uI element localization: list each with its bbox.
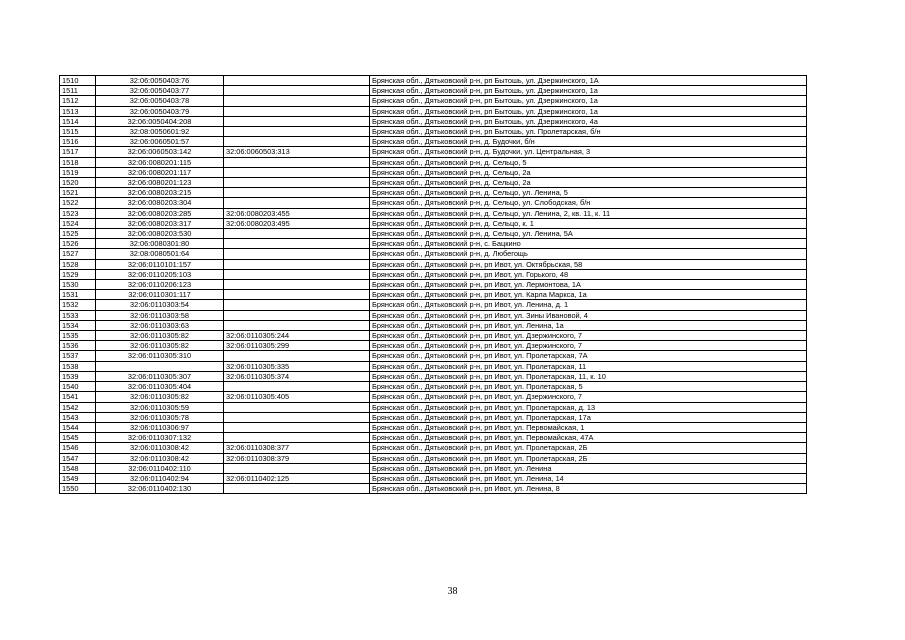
cadastral-number-cell: 32:06:0110206:123 — [96, 280, 224, 290]
address-cell: Брянская обл., Дятьковский р-н, рп Бытошь, ул. Дзержинского, 4а — [370, 116, 807, 126]
related-cadastral-number-cell — [224, 198, 370, 208]
related-cadastral-number-cell: 32:06:0080203:455 — [224, 208, 370, 218]
row-number-cell: 1517 — [60, 147, 96, 157]
table-row — [60, 433, 807, 443]
related-cadastral-number-cell — [224, 310, 370, 320]
related-cadastral-number-cell — [224, 484, 370, 494]
table-row — [60, 290, 807, 300]
row-number-cell: 1510 — [60, 76, 96, 86]
row-number-cell: 1535 — [60, 331, 96, 341]
table-row — [60, 463, 807, 473]
row-number-cell: 1511 — [60, 86, 96, 96]
address-cell: Брянская обл., Дятьковский р-н, д. Сельцо, 2а — [370, 178, 807, 188]
related-cadastral-number-cell — [224, 320, 370, 330]
row-number-cell: 1532 — [60, 300, 96, 310]
row-number-cell: 1548 — [60, 463, 96, 473]
address-cell: Брянская обл., Дятьковский р-н, рп Бытошь, ул. Дзержинского, 1а — [370, 96, 807, 106]
table-row — [60, 443, 807, 453]
table-row — [60, 127, 807, 137]
address-cell: Брянская обл., Дятьковский р-н, рп Ивот, ул. Зины Ивановой, 4 — [370, 310, 807, 320]
table-row — [60, 106, 807, 116]
row-number-cell: 1541 — [60, 392, 96, 402]
table-row — [60, 178, 807, 188]
cadastral-number-cell — [96, 361, 224, 371]
registry-table — [59, 75, 807, 494]
related-cadastral-number-cell — [224, 127, 370, 137]
cadastral-number-cell: 32:06:0110308:42 — [96, 453, 224, 463]
address-cell: Брянская обл., Дятьковский р-н, рп Ивот, ул. Ленина, д. 1 — [370, 300, 807, 310]
address-cell: Брянская обл., Дятьковский р-н, рп Ивот, ул. Первомайская, 1 — [370, 422, 807, 432]
row-number-cell: 1536 — [60, 341, 96, 351]
cadastral-number-cell: 32:06:0110305:307 — [96, 371, 224, 381]
table-row — [60, 341, 807, 351]
address-cell: Брянская обл., Дятьковский р-н, рп Ивот, ул. Дзержинского, 7 — [370, 331, 807, 341]
address-cell: Брянская обл., Дятьковский р-н, рп Бытошь, ул. Дзержинского, 1А — [370, 76, 807, 86]
table-row — [60, 157, 807, 167]
related-cadastral-number-cell — [224, 229, 370, 239]
table-row — [60, 484, 807, 494]
row-number-cell: 1543 — [60, 412, 96, 422]
cadastral-number-cell: 32:08:0050601:92 — [96, 127, 224, 137]
cadastral-number-cell: 32:06:0050403:79 — [96, 106, 224, 116]
address-cell: Брянская обл., Дятьковский р-н, рп Ивот, ул. Пролетарская, 11, к. 10 — [370, 371, 807, 381]
cadastral-number-cell: 32:06:0050403:77 — [96, 86, 224, 96]
table-row — [60, 331, 807, 341]
row-number-cell: 1516 — [60, 137, 96, 147]
cadastral-number-cell: 32:06:0050403:78 — [96, 96, 224, 106]
row-number-cell: 1523 — [60, 208, 96, 218]
row-number-cell: 1545 — [60, 433, 96, 443]
cadastral-number-cell: 32:06:0110306:97 — [96, 422, 224, 432]
address-cell: Брянская обл., Дятьковский р-н, д. Будочки, ул. Центральная, 3 — [370, 147, 807, 157]
row-number-cell: 1526 — [60, 239, 96, 249]
address-cell: Брянская обл., Дятьковский р-н, рп Ивот, ул. Пролетарская, 11 — [370, 361, 807, 371]
table-row — [60, 239, 807, 249]
address-cell: Брянская обл., Дятьковский р-н, рп Ивот, ул. Пролетарская, 2Б — [370, 453, 807, 463]
cadastral-number-cell: 32:06:0080201:115 — [96, 157, 224, 167]
table-row — [60, 96, 807, 106]
address-cell: Брянская обл., Дятьковский р-н, д. Сельцо, ул. Ленина, 2, кв. 11, к. 11 — [370, 208, 807, 218]
address-cell: Брянская обл., Дятьковский р-н, рп Ивот, ул. Пролетарская, д. 13 — [370, 402, 807, 412]
related-cadastral-number-cell — [224, 178, 370, 188]
row-number-cell: 1527 — [60, 249, 96, 259]
address-cell: Брянская обл., Дятьковский р-н, рп Ивот, ул. Пролетарская, 2Б — [370, 443, 807, 453]
row-number-cell: 1546 — [60, 443, 96, 453]
address-cell: Брянская обл., Дятьковский р-н, рп Ивот, ул. Дзержинского, 7 — [370, 341, 807, 351]
table-row — [60, 453, 807, 463]
address-cell: Брянская обл., Дятьковский р-н, рп Ивот, ул. Пролетарская, 17а — [370, 412, 807, 422]
cadastral-number-cell: 32:06:0110305:82 — [96, 392, 224, 402]
related-cadastral-number-cell: 32:06:0110305:374 — [224, 371, 370, 381]
row-number-cell: 1534 — [60, 320, 96, 330]
address-cell: Брянская обл., Дятьковский р-н, рп Бытошь, ул. Дзержинского, 1а — [370, 106, 807, 116]
address-cell: Брянская обл., Дятьковский р-н, рп Ивот, ул. Октябрьская, 58 — [370, 259, 807, 269]
related-cadastral-number-cell: 32:06:0110308:377 — [224, 443, 370, 453]
cadastral-number-cell: 32:06:0110307:132 — [96, 433, 224, 443]
address-cell: Брянская обл., Дятьковский р-н, рп Ивот, ул. Ленина, 1а — [370, 320, 807, 330]
address-cell: Брянская обл., Дятьковский р-н, д. Сельцо, ул. Слободская, б/н — [370, 198, 807, 208]
cadastral-number-cell: 32:08:0080501:64 — [96, 249, 224, 259]
table-row — [60, 361, 807, 371]
row-number-cell: 1544 — [60, 422, 96, 432]
table-row — [60, 76, 807, 86]
cadastral-number-cell: 32:06:0110402:94 — [96, 473, 224, 483]
related-cadastral-number-cell: 32:06:0110402:125 — [224, 473, 370, 483]
cadastral-number-cell: 32:06:0110402:130 — [96, 484, 224, 494]
address-cell: Брянская обл., Дятьковский р-н, рп Ивот, ул. Карла Маркса, 1а — [370, 290, 807, 300]
table-row — [60, 249, 807, 259]
cadastral-number-cell: 32:06:0110305:310 — [96, 351, 224, 361]
cadastral-number-cell: 32:06:0110101:157 — [96, 259, 224, 269]
related-cadastral-number-cell — [224, 422, 370, 432]
row-number-cell: 1533 — [60, 310, 96, 320]
table-row — [60, 382, 807, 392]
cadastral-number-cell: 32:06:0080201:123 — [96, 178, 224, 188]
row-number-cell: 1550 — [60, 484, 96, 494]
cadastral-number-cell: 32:06:0110305:82 — [96, 331, 224, 341]
address-cell: Брянская обл., Дятьковский р-н, д. Сельцо, ул. Ленина, 5А — [370, 229, 807, 239]
cadastral-number-cell: 32:06:0080201:117 — [96, 167, 224, 177]
related-cadastral-number-cell — [224, 137, 370, 147]
table-row — [60, 320, 807, 330]
related-cadastral-number-cell: 32:06:0110305:335 — [224, 361, 370, 371]
row-number-cell: 1519 — [60, 167, 96, 177]
row-number-cell: 1515 — [60, 127, 96, 137]
related-cadastral-number-cell — [224, 106, 370, 116]
related-cadastral-number-cell — [224, 351, 370, 361]
table-row — [60, 412, 807, 422]
related-cadastral-number-cell — [224, 280, 370, 290]
row-number-cell: 1524 — [60, 218, 96, 228]
cadastral-number-cell: 32:06:0080301:80 — [96, 239, 224, 249]
address-cell: Брянская обл., Дятьковский р-н, д. Сельцо, 2а — [370, 167, 807, 177]
cadastral-number-cell: 32:06:0110308:42 — [96, 443, 224, 453]
address-cell: Брянская обл., Дятьковский р-н, д. Любегощь — [370, 249, 807, 259]
address-cell: Брянская обл., Дятьковский р-н, рп Бытошь, ул. Пролетарская, б/н — [370, 127, 807, 137]
address-cell: Брянская обл., Дятьковский р-н, рп Ивот, ул. Ленина — [370, 463, 807, 473]
cadastral-number-cell: 32:06:0080203:317 — [96, 218, 224, 228]
related-cadastral-number-cell — [224, 290, 370, 300]
related-cadastral-number-cell — [224, 300, 370, 310]
table-row — [60, 86, 807, 96]
cadastral-number-cell: 32:06:0060501:57 — [96, 137, 224, 147]
table-row — [60, 208, 807, 218]
row-number-cell: 1531 — [60, 290, 96, 300]
table-row — [60, 137, 807, 147]
related-cadastral-number-cell: 32:06:0080203:495 — [224, 218, 370, 228]
row-number-cell: 1513 — [60, 106, 96, 116]
table-row — [60, 422, 807, 432]
table-row — [60, 218, 807, 228]
row-number-cell: 1528 — [60, 259, 96, 269]
address-cell: Брянская обл., Дятьковский р-н, д. Будочки, б/н — [370, 137, 807, 147]
cadastral-number-cell: 32:06:0110303:63 — [96, 320, 224, 330]
cadastral-number-cell: 32:06:0110305:78 — [96, 412, 224, 422]
row-number-cell: 1538 — [60, 361, 96, 371]
table-row — [60, 269, 807, 279]
cadastral-number-cell: 32:06:0110305:59 — [96, 402, 224, 412]
row-number-cell: 1520 — [60, 178, 96, 188]
cadastral-number-cell: 32:06:0050404:208 — [96, 116, 224, 126]
row-number-cell: 1540 — [60, 382, 96, 392]
related-cadastral-number-cell — [224, 269, 370, 279]
registry-table-body — [60, 76, 807, 494]
related-cadastral-number-cell — [224, 76, 370, 86]
row-number-cell: 1518 — [60, 157, 96, 167]
related-cadastral-number-cell — [224, 188, 370, 198]
address-cell: Брянская обл., Дятьковский р-н, рп Ивот, ул. Ленина, 14 — [370, 473, 807, 483]
row-number-cell: 1537 — [60, 351, 96, 361]
row-number-cell: 1529 — [60, 269, 96, 279]
address-cell: Брянская обл., Дятьковский р-н, рп Ивот, ул. Пролетарская, 5 — [370, 382, 807, 392]
row-number-cell: 1525 — [60, 229, 96, 239]
cadastral-number-cell: 32:06:0110303:58 — [96, 310, 224, 320]
related-cadastral-number-cell: 32:06:0110305:244 — [224, 331, 370, 341]
row-number-cell: 1522 — [60, 198, 96, 208]
address-cell: Брянская обл., Дятьковский р-н, рп Бытошь, ул. Дзержинского, 1а — [370, 86, 807, 96]
related-cadastral-number-cell — [224, 463, 370, 473]
related-cadastral-number-cell: 32:06:0110308:379 — [224, 453, 370, 463]
address-cell: Брянская обл., Дятьковский р-н, д. Сельцо, ул. Ленина, 5 — [370, 188, 807, 198]
related-cadastral-number-cell: 32:06:0110305:299 — [224, 341, 370, 351]
cadastral-number-cell: 32:06:0080203:215 — [96, 188, 224, 198]
row-number-cell: 1512 — [60, 96, 96, 106]
cadastral-number-cell: 32:06:0080203:530 — [96, 229, 224, 239]
table-row — [60, 392, 807, 402]
cadastral-number-cell: 32:06:0080203:285 — [96, 208, 224, 218]
address-cell: Брянская обл., Дятьковский р-н, рп Ивот, ул. Лермонтова, 1А — [370, 280, 807, 290]
cadastral-number-cell: 32:06:0110301:117 — [96, 290, 224, 300]
related-cadastral-number-cell — [224, 167, 370, 177]
address-cell: Брянская обл., Дятьковский р-н, д. Сельцо, к. 1 — [370, 218, 807, 228]
related-cadastral-number-cell — [224, 382, 370, 392]
table-row — [60, 280, 807, 290]
row-number-cell: 1539 — [60, 371, 96, 381]
related-cadastral-number-cell: 32:06:0110305:405 — [224, 392, 370, 402]
cadastral-number-cell: 32:06:0110305:82 — [96, 341, 224, 351]
address-cell: Брянская обл., Дятьковский р-н, рп Ивот, ул. Ленина, 8 — [370, 484, 807, 494]
related-cadastral-number-cell — [224, 259, 370, 269]
related-cadastral-number-cell — [224, 157, 370, 167]
cadastral-number-cell: 32:06:0050403:76 — [96, 76, 224, 86]
table-row — [60, 402, 807, 412]
page-number: 38 — [447, 586, 458, 597]
row-number-cell: 1514 — [60, 116, 96, 126]
related-cadastral-number-cell — [224, 86, 370, 96]
cadastral-number-cell: 32:06:0110303:54 — [96, 300, 224, 310]
table-row — [60, 198, 807, 208]
table-row — [60, 310, 807, 320]
address-cell: Брянская обл., Дятьковский р-н, рп Ивот, ул. Первомайская, 47А — [370, 433, 807, 443]
related-cadastral-number-cell — [224, 433, 370, 443]
related-cadastral-number-cell — [224, 116, 370, 126]
row-number-cell: 1549 — [60, 473, 96, 483]
related-cadastral-number-cell — [224, 239, 370, 249]
row-number-cell: 1530 — [60, 280, 96, 290]
related-cadastral-number-cell — [224, 249, 370, 259]
address-cell: Брянская обл., Дятьковский р-н, д. Сельцо, 5 — [370, 157, 807, 167]
row-number-cell: 1521 — [60, 188, 96, 198]
related-cadastral-number-cell — [224, 412, 370, 422]
table-row — [60, 167, 807, 177]
address-cell: Брянская обл., Дятьковский р-н, с. Бацкино — [370, 239, 807, 249]
cadastral-number-cell: 32:06:0110205:103 — [96, 269, 224, 279]
table-row — [60, 116, 807, 126]
row-number-cell: 1542 — [60, 402, 96, 412]
table-row — [60, 259, 807, 269]
related-cadastral-number-cell — [224, 402, 370, 412]
related-cadastral-number-cell: 32:06:0060503:313 — [224, 147, 370, 157]
table-row — [60, 371, 807, 381]
address-cell: Брянская обл., Дятьковский р-н, рп Ивот, ул. Дзержинского, 7 — [370, 392, 807, 402]
cadastral-number-cell: 32:06:0080203:304 — [96, 198, 224, 208]
table-row — [60, 147, 807, 157]
row-number-cell: 1547 — [60, 453, 96, 463]
related-cadastral-number-cell — [224, 96, 370, 106]
table-row — [60, 229, 807, 239]
table-row — [60, 188, 807, 198]
address-cell: Брянская обл., Дятьковский р-н, рп Ивот, ул. Пролетарская, 7А — [370, 351, 807, 361]
table-row — [60, 351, 807, 361]
cadastral-number-cell: 32:06:0060503:142 — [96, 147, 224, 157]
cadastral-number-cell: 32:06:0110305:404 — [96, 382, 224, 392]
address-cell: Брянская обл., Дятьковский р-н, рп Ивот, ул. Горького, 48 — [370, 269, 807, 279]
table-row — [60, 473, 807, 483]
table-row — [60, 300, 807, 310]
cadastral-number-cell: 32:06:0110402:110 — [96, 463, 224, 473]
